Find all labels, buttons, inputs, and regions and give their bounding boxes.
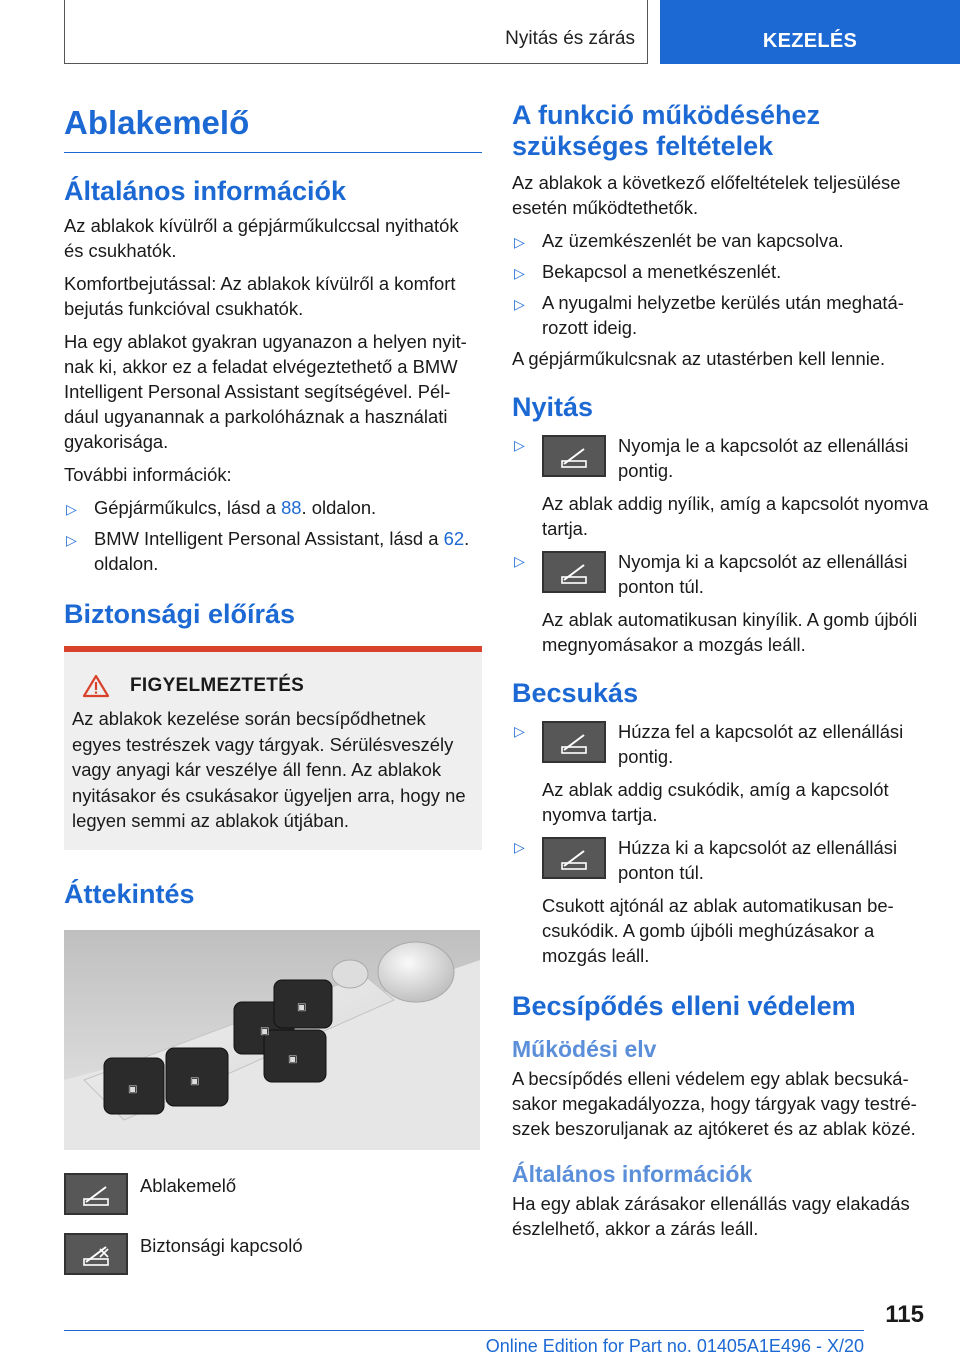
- pinch-heading: Becsípődés elleni védelem: [512, 991, 856, 1021]
- window-switch-icon: [542, 721, 606, 763]
- triangle-bullet-icon: ▷: [514, 723, 525, 739]
- prereq-note: A gépjárműkulcsnak az utastérben kell lennie.: [512, 348, 886, 369]
- page-link-62[interactable]: 62: [443, 528, 465, 549]
- prereq-heading: A funkció működéséhez szükséges feltételek: [512, 100, 821, 161]
- open-heading: Nyitás: [512, 392, 594, 422]
- open-step: ▷ Nyomja ki a kapcsolót az ellenállási ponton túl. Az ablak automatikusan kinyílik. A gomb újbóli megnyomásakor a mozgás leáll.: [514, 551, 918, 655]
- close-step: ▷ Húzza fel a kapcsolót az ellenállási pontig. Az ablak addig csukódik, amíg a kapcsolót nyomva tartja.: [514, 721, 904, 825]
- close-heading: Becsukás: [512, 678, 639, 708]
- list-item: ▷ BMW Intelligent Personal Assistant, lásd a 62. oldalon.: [66, 528, 470, 574]
- list-item: ▷ Bekapcsol a menetkészenlét.: [512, 259, 932, 284]
- overview-heading: Áttekintés: [64, 878, 195, 909]
- prereq-intro: Az ablakok a következő előfeltételek teljesülése esetén működtethetők.: [512, 172, 901, 218]
- triangle-bullet-icon: ▷: [514, 437, 525, 453]
- page-number: 115: [885, 1301, 924, 1328]
- general-paragraph: További információk:: [64, 464, 232, 485]
- svg-text:▣: ▣: [260, 1025, 270, 1037]
- door-panel-photo: [64, 930, 480, 1150]
- general-heading: Általános információk: [64, 176, 347, 206]
- window-switch-icon: [64, 1173, 128, 1215]
- general-info-heading: Általános információk: [512, 1161, 753, 1187]
- svg-text:▣: ▣: [128, 1083, 138, 1095]
- principle-heading: Működési elv: [512, 1036, 657, 1062]
- page-title: Ablakemelő: [64, 100, 482, 153]
- warning-triangle-icon: [82, 674, 110, 698]
- page-link-88[interactable]: 88: [281, 497, 302, 518]
- triangle-bullet-icon: ▷: [66, 501, 77, 517]
- svg-text:▣: ▣: [297, 1001, 307, 1013]
- triangle-bullet-icon: ▷: [514, 265, 525, 281]
- more-info-list: [64, 495, 482, 576]
- warning-box: [64, 646, 482, 850]
- triangle-bullet-icon: ▷: [514, 839, 525, 855]
- triangle-bullet-icon: ▷: [514, 234, 525, 250]
- general-paragraph: Az ablakok kívülről a gépjárműkulccsal nyithatók és csukhatók.: [64, 215, 459, 261]
- legend-label: Ablakemelő: [140, 1174, 237, 1196]
- list-item: ▷ Az üzemkészenlét be van kapcsolva.: [512, 228, 932, 253]
- general-paragraph: Ha egy ablakot gyakran ugyanazon a helyen nyit-nak ki, akkor ez a feladat elvégeztethető a BMW Intelligent Personal Assistant segítségével. Pél-dául ugyanannak a parkolóháznak a használati gyakorisága.: [64, 331, 467, 452]
- close-step: ▷ Húzza ki a kapcsolót az ellenállási ponton túl. Csukott ajtónál az ablak automatikusan be-csukódik. A gomb újbóli meghúzásakor a mozgás leáll.: [514, 837, 898, 966]
- right-column: [512, 100, 932, 1249]
- general-info-text: Ha egy ablak zárásakor ellenállás vagy elakadás észlelhető, akkor a zárás leáll.: [512, 1193, 910, 1239]
- prereq-list: [512, 228, 932, 340]
- window-switch-icon: [542, 551, 606, 593]
- triangle-bullet-icon: ▷: [514, 553, 525, 569]
- safety-heading: Biztonsági előírás: [64, 599, 296, 629]
- svg-text:▣: ▣: [288, 1053, 298, 1065]
- warning-text: Az ablakok kezelése során becsípődhetnek egyes testrészek vagy tárgyak. Sérülésveszély vagy anyagi kár veszélye áll fenn. Az ablakok nyitásakor és csukásakor ügyeljen arra, hogy ne legyen semmi az ablakok útjában.: [72, 708, 466, 831]
- window-switch-icon: [542, 435, 606, 477]
- chapter-tab[interactable]: KEZELÉS: [660, 0, 960, 64]
- header-box: [64, 0, 648, 64]
- svg-text:▣: ▣: [190, 1075, 200, 1087]
- triangle-bullet-icon: ▷: [66, 532, 77, 548]
- legend-item: [64, 1233, 482, 1275]
- principle-text: A becsípődés elleni védelem egy ablak becsuká-sakor megakadályozza, hogy tárgyak vagy testré-szek beszoruljanak az ajtókeret és az ablak közé.: [512, 1068, 917, 1139]
- footer-edition: Online Edition for Part no. 01405A1E496 - X/20: [485, 1336, 864, 1356]
- list-item: ▷ Gépjárműkulcs, lásd a 88. oldalon.: [64, 495, 482, 520]
- left-column: [64, 100, 482, 1275]
- legend-label: Biztonsági kapcsoló: [140, 1234, 303, 1256]
- list-item: ▷ A nyugalmi helyzetbe kerülés után meghatá-rozott ideig.: [514, 292, 904, 338]
- section-title: Nyitás és zárás: [505, 28, 635, 49]
- safety-switch-icon: [64, 1233, 128, 1275]
- footer-divider: [64, 1330, 864, 1331]
- triangle-bullet-icon: ▷: [514, 296, 525, 312]
- legend-item: [64, 1173, 482, 1215]
- warning-title: FIGYELMEZTETÉS: [130, 675, 305, 696]
- general-paragraph: Komfortbejutással: Az ablakok kívülről a komfort bejutás funkcióval csukhatók.: [64, 273, 456, 319]
- window-switch-icon: [542, 837, 606, 879]
- open-step: ▷ Nyomja le a kapcsolót az ellenállási pontig. Az ablak addig nyílik, amíg a kapcsolót nyomva tartja.: [514, 435, 929, 539]
